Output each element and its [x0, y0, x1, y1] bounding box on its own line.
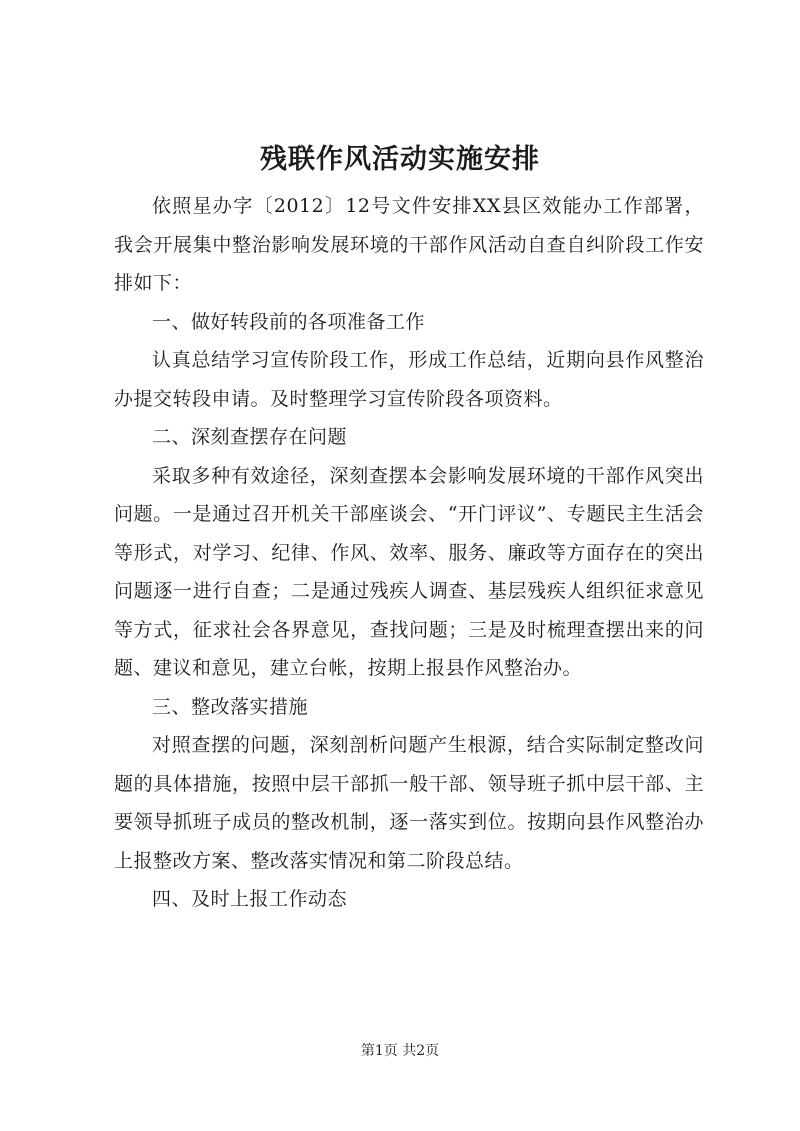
document-title: 残联作风活动实施安排 [260, 144, 540, 175]
section-heading-3: 三、整改落实措施 [152, 695, 309, 718]
section-heading-2: 二、深刻查摆存在问题 [152, 426, 348, 448]
section-heading-1: 一、做好转段前的各项准备工作 [152, 310, 426, 333]
page-footer: 第1页 共2页 [360, 1043, 440, 1059]
section-paragraph-1: 认真总结学习宣传阶段工作，形成工作总结，近期向县作风整治办提交转段申请。及时整理学习宣传阶段各项资料。 [114, 349, 704, 410]
section-paragraph-2: 采取多种有效途径，深刻查摆本会影响发展环境的干部作风突出问题。一是通过召开机关干部座谈会、“开门评议”、专题民主生活会等形式，对学习、纪律、作风、效率、服务、廉政等方面存在的突出问题逐一进行自查；二是通过残疾人调查、基层残疾人组织征求意见等方式，征求社会各界意见，查找问题；三是及时梳理查摆出来的问题、建议和意见，建立台帐，按期上报县作风整治办。 [114, 464, 704, 679]
section-paragraph-3: 对照查摆的问题，深刻剖析问题产生根源，结合实际制定整改问题的具体措施，按照中层干部抓一般干部、领导班子抓中层干部、主要领导抓班子成员的整改机制，逐一落实到位。按期向县作风整治办上报整改方案、整改落实情况和第二阶段总结。 [114, 734, 704, 872]
section-heading-4: 四、及时上报工作动态 [152, 888, 348, 910]
intro-paragraph: 依照星办字〔2012〕12号文件安排XX县区效能办工作部署，我会开展集中整治影响发展环境的干部作风活动自查自纠阶段工作安排如下： [114, 195, 704, 294]
document-body [114, 187, 704, 919]
